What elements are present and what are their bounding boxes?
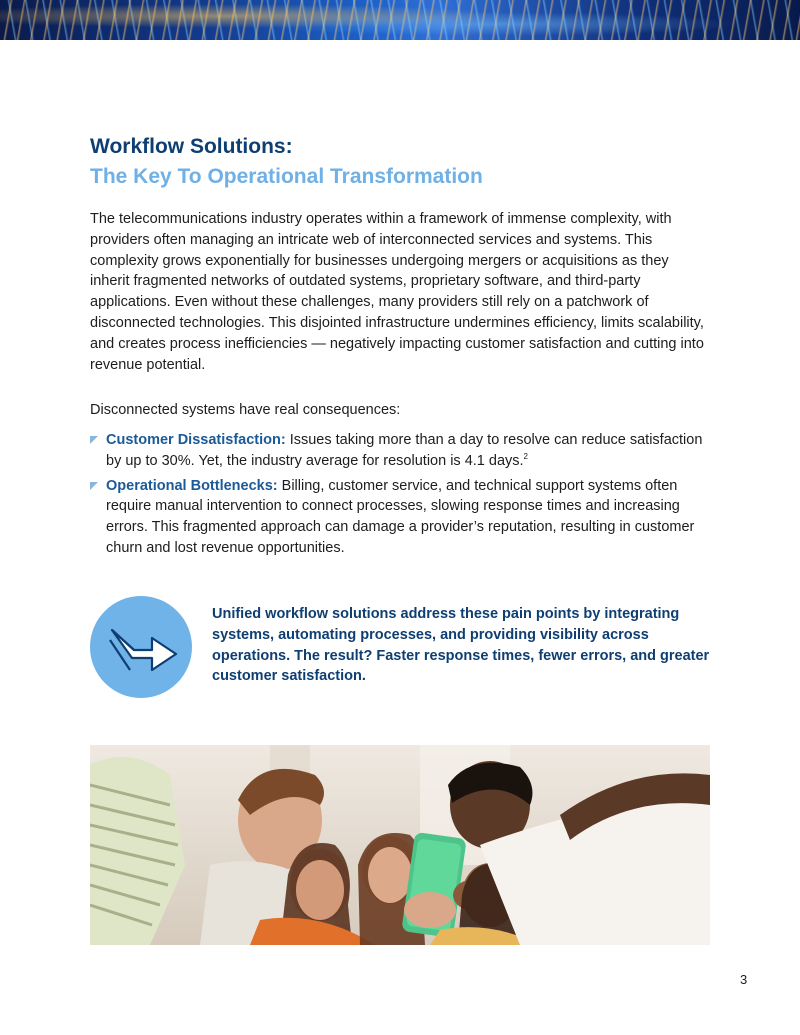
friends-phone-photo (90, 745, 710, 945)
page-title (90, 132, 483, 192)
bullet-text: Issues taking more than a day to resolve can reduce satisfaction by up to 30%. Yet, the industry average for resolution is 4.1 days. (106, 432, 703, 469)
header-banner (0, 0, 800, 40)
consequences-list (90, 430, 710, 563)
page-number: 3 (740, 972, 748, 987)
callout-badge (90, 596, 192, 698)
intro-paragraph: The telecommunications industry operates within a framework of immense complexity, with providers often managing an intricate web of interconnected services and systems. This complexity grows exponentially for businesses undergoing mergers or acquisitions as they inherit fragmented networks of outdated systems, proprietary software, and third-party applications. Even without these challenges, many providers still rely on a patchwork of disconnected technologies. This disjointed infrastructure undermines efficiency, limits scalability, and creates process inefficiencies — negatively impacting customer satisfaction and cutting into revenue potential. (90, 211, 704, 373)
arrow-right-icon (90, 596, 192, 698)
bullet-triangle-icon (90, 436, 98, 444)
list-item (90, 430, 710, 472)
bullet-triangle-icon (90, 482, 98, 490)
title-line-2: The Key To Operational Transformation (90, 165, 483, 188)
bullet-label: Operational Bottlenecks: (106, 477, 278, 494)
title-line-1: Workflow Solutions: (90, 135, 293, 158)
bullet-label: Customer Dissatisfaction: (106, 432, 286, 448)
photo-illustration (90, 745, 710, 945)
banner-light-streaks (0, 0, 800, 40)
bullet-text: Billing, customer service, and technical support systems often require manual intervention to connect processes, slowing response times and increasing errors. This fragmented approach can damage a provider’s reputation, resulting in customer churn and lost revenue opportunities. (106, 477, 695, 556)
footnote-marker: 2 (523, 451, 528, 461)
callout-text: Unified workflow solutions address these pain points by integrating systems, automating processes, and providing visibility across operations. The result? Faster response times, fewer errors, and greater customer satisfaction. (212, 606, 710, 685)
list-item (90, 476, 710, 559)
consequences-lead: Disconnected systems have real consequences: (90, 402, 401, 418)
